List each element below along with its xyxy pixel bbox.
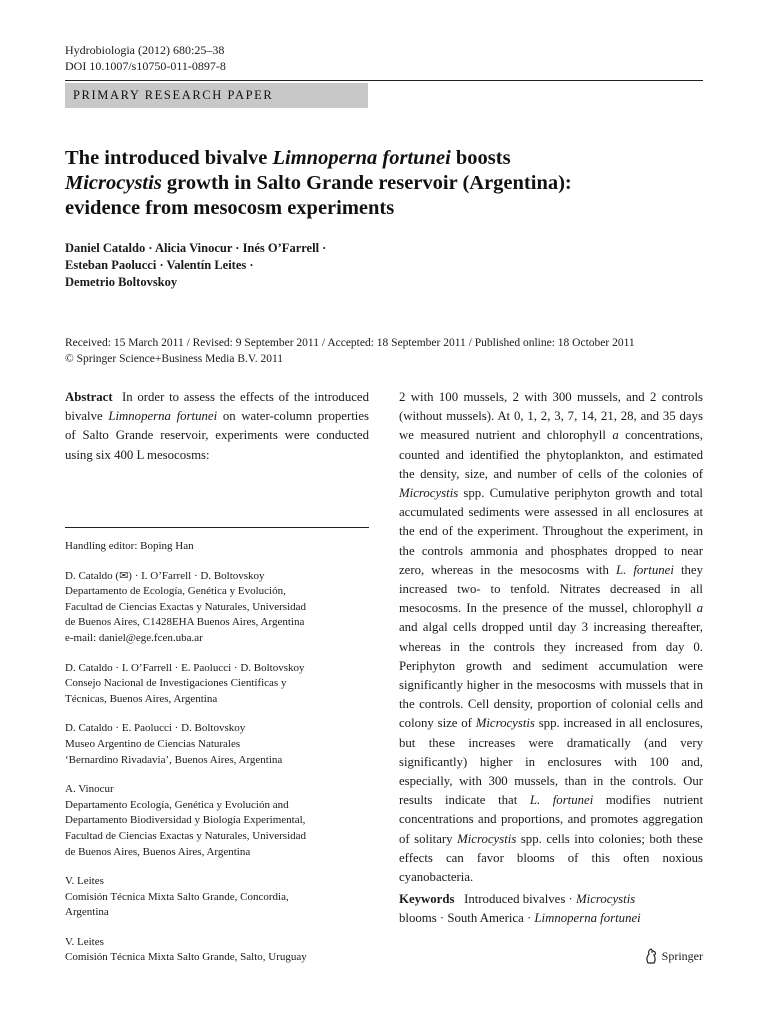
abstract-left: Abstract In order to assess the effects of the introduced bivalve Limnoperna fortunei on water-column properties of Salto Grande reservoir, experiments were conducted using six 400 L mesocosms: xyxy=(65,390,369,462)
affiliation-2: D. Cataldo · I. O’Farrell · E. Paolucci · D. Boltovskoy Consejo Nacional de Investigaciones Científicas y Técnicas, Buenos Aires, Argentina xyxy=(65,661,305,705)
keywords: Keywords Introduced bivalves · Microcystis blooms · South America · Limnoperna fortunei xyxy=(399,892,641,926)
affiliation-3: D. Cataldo · E. Paolucci · D. Boltovskoy Museo Argentino de Ciencias Naturales ‘Bernardino Rivadavia’, Buenos Aires, Argentina xyxy=(65,722,283,766)
email-link[interactable]: e-mail: daniel@ege.fcen.uba.ar xyxy=(65,631,203,644)
article-type-banner: PRIMARY RESEARCH PAPER xyxy=(65,83,368,108)
publisher-name: Springer xyxy=(661,948,703,963)
dates-line: Received: 15 March 2011 / Revised: 9 September 2011 / Accepted: 18 September 2011 / Published online: 18 October 2011 xyxy=(65,337,635,349)
affiliation-4: A. Vinocur Departamento Ecología, Genética y Evolución and Departamento Biodiversidad y Biología Experimental, Facultad de Ciencias Exactas y Naturales, Universidad de Buenos Aires, Buenos Aires, Argentina xyxy=(65,783,307,858)
affiliation-1: D. Cataldo (✉) · I. O’Farrell · D. Boltovskoy Departamento de Ecología, Genética y Evolución, Facultad de Ciencias Exactas y Naturales, Universidad de Buenos Aires, C1428EHA Buenos Aires, Argentina e-mail: daniel@ege.fcen.uba.ar xyxy=(65,569,307,644)
doi-line: DOI 10.1007/s10750-011-0897-8 xyxy=(65,59,226,73)
abstract-heading: Abstract xyxy=(65,390,113,404)
paper-title: The introduced bivalve Limnoperna fortunei boosts Microcystis growth in Salto Grande reservoir (Argentina): evidence from mesocosm experiments xyxy=(65,147,572,219)
affiliation-5: V. Leites Comisión Técnica Mixta Salto Grande, Concordia, Argentina xyxy=(65,875,289,919)
springer-horse-icon xyxy=(644,948,658,964)
author-list xyxy=(65,240,665,291)
footnote-rule xyxy=(65,527,369,528)
authors-line-3: Demetrio Boltovskoy xyxy=(65,275,178,289)
footnotes xyxy=(65,539,369,980)
authors-line-1: Daniel Cataldo · Alicia Vinocur · Inés O’Farrell · xyxy=(65,241,327,255)
publisher-logo xyxy=(644,948,703,964)
abstract-right: 2 with 100 mussels, 2 with 300 mussels, and 2 controls (without mussels). At 0, 1, 2, 3, 7, 14, 21, 28, and 35 days we measured nutrient and chlorophyll a concentrations, counted and identified the phytoplankton, and estimated the density, size, and number of cells of the colonies of Microcystis spp. Cumulative periphyton growth and total accumulated sediments were assessed in all enclosures at the end of the experiment. Throughout the experiment, in the controls ammonia and phosphates dropped to near zero, whereas in the mesocosms with L. fortunei they increased two- to tenfold. Nitrates decreased in all mesocosms. In the presence of the mussel, chlorophyll a and algal cells dropped until day 3 increasing thereafter, whereas in the controls they increased from day 0. Periphyton growth and sediment accumulation were significantly higher in the mesocosms with mussels that in the controls. Cell density, proportion of colonial cells and colony size of Microcystis spp. increased in all enclosures, but these increases were dramatically (and very significantly) higher in enclosures with 100 and, especially, with 300 mussels, than in the controls. Our results indicate that L. fortunei modifies nutrient concentrations and proportions, and promotes aggregation of solitary Microcystis spp. cells into colonies; both these effects can favor blooms of this often noxious cyanobacteria. xyxy=(399,390,704,885)
journal-line: Hydrobiologia (2012) 680:25–38 xyxy=(65,43,225,57)
authors-line-2: Esteban Paolucci · Valentín Leites · xyxy=(65,258,254,272)
affiliation-6: V. Leites Comisión Técnica Mixta Salto Grande, Salto, Uruguay xyxy=(65,935,307,964)
publication-dates xyxy=(65,335,705,367)
journal-citation xyxy=(65,42,226,74)
envelope-icon: ✉ xyxy=(119,569,129,582)
header-rule xyxy=(65,80,703,81)
copyright-line: © Springer Science+Business Media B.V. 2011 xyxy=(65,353,284,365)
keywords-heading: Keywords xyxy=(399,892,455,906)
handling-editor: Handling editor: Boping Han xyxy=(65,540,194,552)
